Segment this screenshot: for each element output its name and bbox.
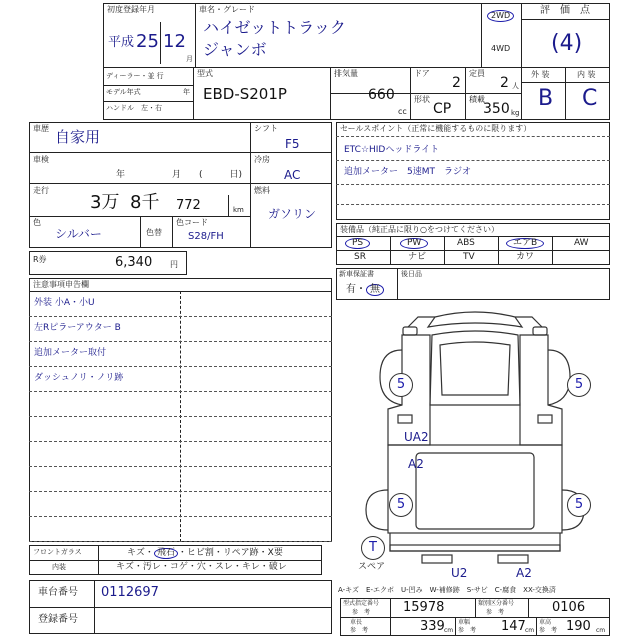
ac: AC bbox=[284, 168, 301, 182]
era: 平成 bbox=[108, 35, 135, 50]
note-rule bbox=[29, 316, 332, 317]
damage-mark-u2: U2 bbox=[451, 566, 468, 580]
exterior-grade: B bbox=[538, 86, 554, 111]
length-cm: cm bbox=[444, 627, 454, 634]
note-rule bbox=[29, 466, 332, 467]
model-ref: 15978 bbox=[403, 600, 445, 615]
damage-mark-front-right: 5 bbox=[567, 373, 591, 397]
front-glass-label: フロントガラス bbox=[33, 548, 82, 556]
sales-point-line-2: 追加メーター 5速MT ラジオ bbox=[344, 167, 471, 177]
front-glass-items: キズ・ 飛石 ・ヒビ割・リペア跡・X要 bbox=[127, 548, 283, 558]
equip-ps: PS bbox=[345, 238, 370, 249]
damage-mark-rear-left: 5 bbox=[389, 493, 413, 517]
load-label: 積載 bbox=[469, 95, 485, 104]
reg-month: 12 bbox=[163, 31, 186, 52]
fuel: ガソリン bbox=[268, 207, 317, 221]
shape: CP bbox=[433, 101, 452, 117]
eval-label: 評 価 点 bbox=[540, 5, 590, 16]
model-ref-sub: 参 考 bbox=[352, 609, 371, 616]
equip-tv: TV bbox=[463, 252, 475, 262]
color-code-label: 色コード bbox=[176, 218, 208, 227]
interior-damage-label: 内装 bbox=[52, 563, 66, 571]
reg-number-label: 登録番号 bbox=[38, 614, 78, 625]
capacity-suffix: 人 bbox=[512, 82, 519, 90]
first-reg-label: 初度登録年月 bbox=[107, 5, 155, 14]
shift-label: シフト bbox=[254, 124, 278, 133]
class-ref-sub: 参 考 bbox=[486, 609, 505, 616]
note-line: ダッシュノリ・ノリ跡 bbox=[34, 373, 124, 383]
doors: 2 bbox=[452, 75, 461, 91]
color: シルバー bbox=[55, 227, 102, 241]
class-ref-label: 類別区分番号 bbox=[478, 600, 515, 607]
length: 339 bbox=[420, 619, 445, 634]
equip-navi: ナビ bbox=[408, 252, 427, 262]
door-label: ドア bbox=[414, 69, 430, 78]
note-rule bbox=[29, 541, 332, 542]
width-label: 車幅 bbox=[458, 619, 471, 626]
width: 147 bbox=[501, 619, 526, 634]
displacement-label: 排気量 bbox=[334, 69, 358, 78]
note-rule bbox=[29, 416, 332, 417]
note-line: 外装 小A・小U bbox=[34, 298, 95, 308]
height-cm: cm bbox=[596, 627, 606, 634]
model-code: EBD-S201P bbox=[203, 85, 287, 103]
load-suffix: kg bbox=[511, 109, 520, 117]
mileage-rest: 772 bbox=[176, 198, 201, 213]
drive-4wd: 4WD bbox=[491, 44, 511, 53]
height: 190 bbox=[566, 619, 591, 634]
damage-mark-ua2: UA2 bbox=[404, 430, 429, 444]
mileage-label: 走行 bbox=[33, 186, 49, 195]
capacity-label: 定員 bbox=[469, 69, 485, 78]
warranty-label: 新車保証書 bbox=[339, 270, 374, 278]
recycle-block bbox=[29, 251, 187, 275]
equip-aw: AW bbox=[574, 238, 589, 248]
width-sub: 参 考 bbox=[458, 627, 477, 634]
shape-label: 形状 bbox=[414, 95, 430, 104]
sales-point-line-1: ETC☆HIDヘッドライト bbox=[344, 145, 440, 155]
dealer-label: ディーラー・並 行 bbox=[106, 72, 164, 80]
damage-mark-front-left: 5 bbox=[389, 373, 413, 397]
damage-mark-spare: T bbox=[361, 536, 385, 560]
class-ref: 0106 bbox=[552, 600, 586, 615]
interior-damage-items: キズ・汚レ・コゲ・穴・スレ・キレ・破レ bbox=[116, 562, 287, 572]
equip-abs: ABS bbox=[457, 238, 475, 248]
inspection-day: ( 日) bbox=[199, 170, 243, 180]
length-sub: 参 考 bbox=[350, 627, 369, 634]
chassis-number: 0112697 bbox=[101, 585, 159, 600]
model-label: 型式 bbox=[197, 69, 213, 78]
chassis-label: 車台番号 bbox=[38, 587, 78, 598]
later-label: 後日品 bbox=[401, 270, 422, 278]
color-code: S28/FH bbox=[188, 231, 224, 242]
note-rule bbox=[29, 366, 332, 367]
width-cm: cm bbox=[525, 627, 535, 634]
note-rule bbox=[29, 391, 332, 392]
mileage-sen: 8千 bbox=[130, 192, 160, 213]
damage-legend: A-キズ E-エクボ U-凹み W-補修跡 S-サビ C-腐食 XX-交換済 bbox=[338, 586, 556, 594]
equip-pw: PW bbox=[400, 238, 428, 249]
notes-title: 注意事項申告欄 bbox=[33, 280, 89, 289]
model-year-label: モデル年式 bbox=[106, 88, 141, 96]
use-label: 車歴 bbox=[33, 124, 49, 133]
month-suffix: 月 bbox=[186, 55, 193, 63]
note-line: 追加メーター取付 bbox=[34, 348, 107, 358]
capacity: 2 bbox=[500, 75, 509, 91]
damage-mark-a2-left: A2 bbox=[408, 457, 424, 471]
equip-sr: SR bbox=[354, 252, 366, 262]
color-label: 色 bbox=[33, 218, 41, 227]
car-name: ハイゼットトラック bbox=[203, 18, 346, 37]
recycle-amount: 6,340 bbox=[115, 255, 153, 270]
fuel-label: 燃料 bbox=[254, 186, 270, 195]
displacement: 660 bbox=[368, 87, 395, 103]
height-sub: 参 考 bbox=[539, 627, 558, 634]
car-name-label: 車名・グレード bbox=[199, 5, 255, 14]
grade: ジャンボ bbox=[203, 40, 267, 59]
use: 自家用 bbox=[55, 128, 101, 146]
note-rule bbox=[29, 516, 332, 517]
load: 350 bbox=[483, 101, 510, 117]
ac-label: 冷房 bbox=[254, 155, 270, 164]
shift: F5 bbox=[285, 137, 300, 151]
note-rule bbox=[29, 441, 332, 442]
drive-2wd: 2WD bbox=[487, 10, 514, 22]
repaint-label: 色替 bbox=[146, 228, 162, 237]
reg-year: 25 bbox=[136, 31, 159, 52]
header-block bbox=[103, 3, 610, 120]
inspection-year: 年 bbox=[116, 170, 126, 180]
damage-mark-rear-right: 5 bbox=[567, 493, 591, 517]
equipment-title: 装備品（純正品に限り○をつけてください） bbox=[340, 225, 499, 234]
warranty-value: 有・ 無 bbox=[346, 284, 384, 296]
interior-grade: C bbox=[582, 86, 598, 111]
height-label: 車高 bbox=[539, 619, 552, 626]
recycle-label: R券 bbox=[33, 255, 47, 264]
recycle-suffix: 円 bbox=[170, 260, 178, 269]
note-rule bbox=[29, 341, 332, 342]
inspection-month: 月 bbox=[172, 170, 182, 180]
length-label: 車長 bbox=[350, 619, 363, 626]
equip-airbag: エアB bbox=[506, 238, 544, 249]
spare-label: スペア bbox=[358, 562, 386, 572]
equip-leather: カワ bbox=[516, 252, 535, 262]
note-line: 左Rピラーアウター B bbox=[34, 323, 121, 333]
exterior-label: 外 装 bbox=[531, 70, 550, 79]
mileage-man: 3万 bbox=[90, 192, 120, 213]
mileage-unit: km bbox=[233, 206, 244, 214]
sales-points-title: セールスポイント（正常に機能するものに限ります） bbox=[340, 124, 532, 133]
cc-unit: cc bbox=[398, 107, 407, 116]
handle-label: ハンドル 左・右 bbox=[106, 104, 162, 112]
interior-label: 内 装 bbox=[577, 70, 596, 79]
model-year-suffix: 年 bbox=[183, 88, 190, 96]
inspection-label: 車検 bbox=[33, 155, 49, 164]
damage-mark-a2-rear: A2 bbox=[516, 566, 532, 580]
eval-score: (4) bbox=[551, 31, 583, 56]
model-ref-label: 型式指定番号 bbox=[343, 600, 380, 607]
note-rule bbox=[29, 491, 332, 492]
